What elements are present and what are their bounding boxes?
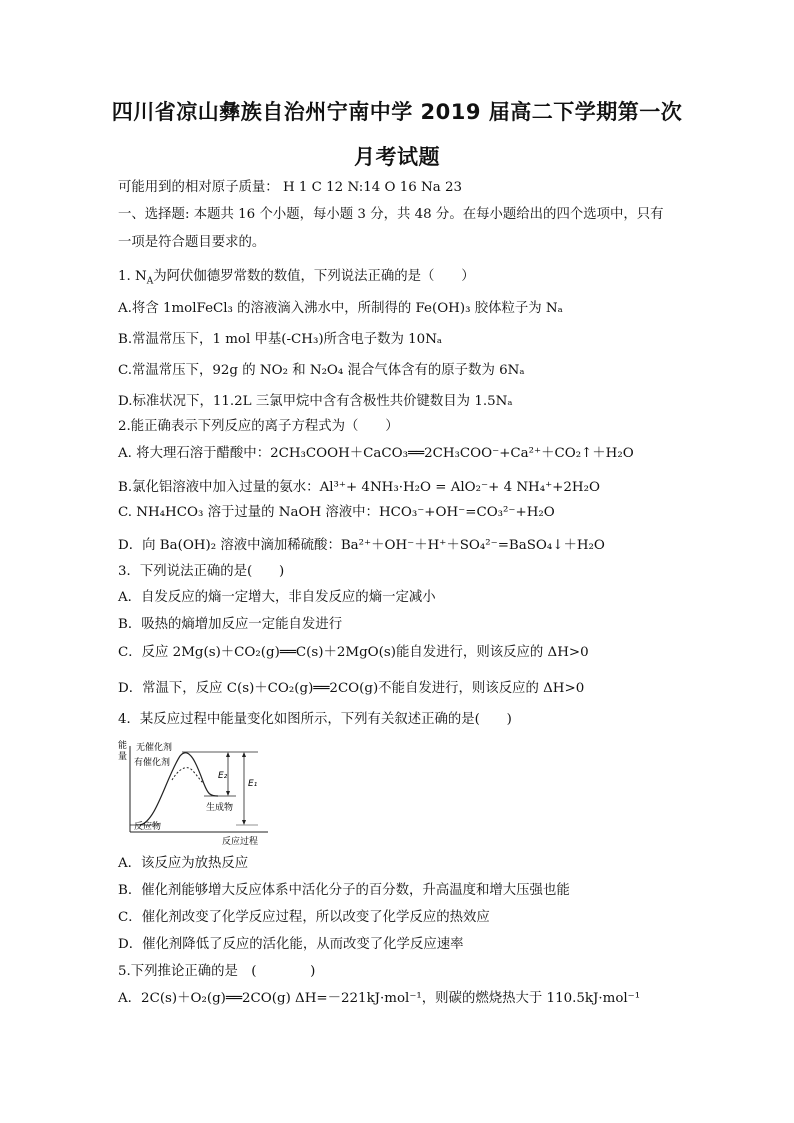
question-3-option-c: C．反应 2Mg(s)＋CO₂(g)══C(s)＋2MgO(s)能自发进行，则该反应的 ΔH>0 (118, 645, 589, 660)
section-instructions-line-1: 一、选择题: 本题共 16 个小题，每小题 3 分，共 48 分。在每小题给出的四个选项中，只有 (118, 207, 664, 222)
y-axis-label-1: 能 (118, 741, 128, 751)
question-1-option-a: A.将含 1molFeCl₃ 的溶液滴入沸水中，所制得的 Fe(OH)₃ 胶体粒子为 Nₐ (118, 301, 563, 316)
e1-arrow-head-bottom (242, 820, 246, 825)
question-5-option-a: A．2C(s)＋O₂(g)══2CO(g) ΔH=－221kJ·mol⁻¹，则碳的燃烧热大于 110.5kJ·mol⁻¹ (118, 991, 641, 1006)
energy-profile-diagram (118, 738, 278, 846)
question-2-stem: 2.能正确表示下列反应的离子方程式为（ ） (118, 419, 399, 434)
question-3-stem: 3．下列说法正确的是( ) (118, 564, 285, 579)
question-1-option-d: D.标准状况下，11.2L 三氯甲烷中含有含极性共价键数目为 1.5Nₐ (118, 394, 513, 409)
question-4-option-b: B．催化剂能够增大反应体系中活化分子的百分数，升高温度和增大压强也能 (118, 883, 570, 898)
question-1-stem: 1. $N_A$为阿伏伽德罗常数的数值，下列说法正确的是（ ） (118, 269, 475, 287)
e2-arrow-head-bottom (226, 791, 230, 796)
e1-arrow-head-top (242, 752, 246, 757)
document-title-line-1: 四川省凉山彝族自治州宁南中学 2019 届高二下学期第一次 (111, 100, 683, 124)
question-4-option-a: A．该反应为放热反应 (118, 856, 249, 871)
question-1-option-b: B.常温常压下，1 mol 甲基(-CH₃)所含电子数为 10Nₐ (118, 332, 443, 347)
products-label: 生成物 (206, 803, 234, 813)
question-3-option-d: D．常温下，反应 C(s)＋CO₂(g)══2CO(g)不能自发进行，则该反应的 ΔH>0 (118, 681, 585, 696)
question-3-option-b: B．吸热的熵增加反应一定能自发进行 (118, 617, 343, 632)
question-2-option-a: A. 将大理石溶于醋酸中：2CH₃COOH＋CaCO₃══2CH₃COO⁻+Ca²⁺＋CO₂↑＋H₂O (118, 446, 634, 461)
atomic-masses: 可能用到的相对原子质量： H 1 C 12 N:14 O 16 Na 23 (118, 180, 463, 195)
question-2-option-b: B.氯化铝溶液中加入过量的氨水：Al³⁺+ 4NH₃·H₂O = AlO₂⁻+ 4 NH₄⁺+2H₂O (118, 480, 600, 495)
document-title-line-2: 月考试题 (354, 145, 440, 169)
question-4-option-d: D．催化剂降低了反应的活化能，从而改变了化学反应速率 (118, 937, 464, 952)
y-axis-label-2: 量 (118, 752, 128, 762)
question-3-option-a: A．自发反应的熵一定增大，非自发反应的熵一定减小 (118, 590, 436, 605)
x-axis-label: 反应过程 (222, 837, 259, 846)
e2-label: E₂ (218, 771, 228, 781)
question-1-option-c: C.常温常压下，92g 的 NO₂ 和 N₂O₄ 混合气体含有的原子数为 6Nₐ (118, 363, 525, 378)
question-2-option-d: D．向 Ba(OH)₂ 溶液中滴加稀硫酸：Ba²⁺＋OH⁻＋H⁺＋SO₄²⁻=BaSO₄↓＋H₂O (118, 538, 605, 553)
e2-arrow-head-top (226, 752, 230, 757)
with-catalyst-label: 有催化剂 (134, 758, 171, 768)
e1-label: E₁ (248, 779, 258, 789)
question-2-option-c: C. NH₄HCO₃ 溶于过量的 NaOH 溶液中：HCO₃⁻+OH⁻=CO₃²⁻+H₂O (118, 505, 555, 520)
question-5-stem: 5.下列推论正确的是 ( ) (118, 964, 316, 979)
question-4-stem: 4．某反应过程中能量变化如图所示，下列有关叙述正确的是( ) (118, 712, 512, 727)
reactants-label: 反应物 (134, 822, 162, 832)
question-4-option-c: C．催化剂改变了化学反应过程，所以改变了化学反应的热效应 (118, 910, 490, 925)
section-instructions-line-2: 一项是符合题目要求的。 (118, 235, 266, 250)
no-catalyst-label: 无催化剂 (136, 743, 173, 753)
